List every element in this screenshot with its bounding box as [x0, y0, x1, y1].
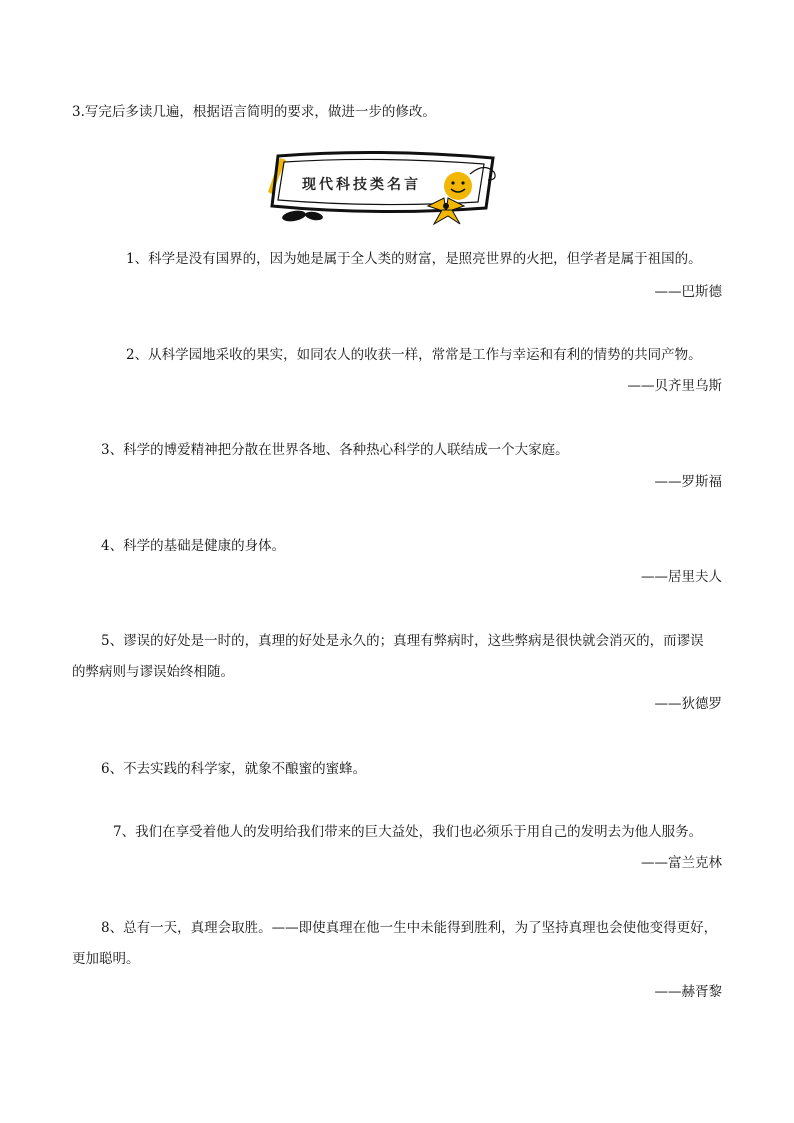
quote-4-text: 4、科学的基础是健康的身体。 — [101, 538, 286, 554]
quote-1-author: ——巴斯德 — [654, 284, 722, 300]
intro-text: 3.写完后多读几遍，根据语言简明的要求，做进一步的修改。 — [72, 104, 436, 120]
quote-8-author: ——赫胥黎 — [654, 984, 722, 1000]
quote-7-author: ——富兰克林 — [641, 855, 722, 871]
quote-8-text-line-1: 8、总有一天，真理会取胜。——即使真理在他一生中未能得到胜利，为了坚持真理也会使他变得更好， — [101, 920, 718, 936]
quote-5-text-line-2: 的弊病则与谬误始终相随。 — [72, 664, 234, 680]
quote-3-text: 3、科学的博爱精神把分散在世界各地、各种热心科学的人联结成一个大家庭。 — [101, 442, 569, 458]
quote-5-author: ——狄德罗 — [654, 696, 722, 712]
quote-2-author: ——贝齐里乌斯 — [627, 378, 722, 394]
quote-3-author: ——罗斯福 — [654, 474, 722, 490]
quote-7-text: 7、我们在享受着他人的发明给我们带来的巨大益处，我们也必须乐于用自己的发明去为他人服务。 — [113, 824, 703, 840]
banner — [258, 150, 508, 226]
quote-2-text: 2、从科学园地采收的果实，如同农人的收获一样，常常是工作与幸运和有利的情势的共同产物。 — [126, 347, 702, 363]
banner-title: 现代科技类名言 — [302, 177, 421, 193]
quote-6-text: 6、不去实践的科学家，就象不酿蜜的蜜蜂。 — [101, 761, 367, 777]
quote-8-text-line-2: 更加聪明。 — [72, 951, 140, 967]
quote-4-author: ——居里夫人 — [641, 569, 722, 585]
quote-5-text-line-1: 5、谬误的好处是一时的，真理的好处是永久的；真理有弊病时，这些弊病是很快就会消灭的，而谬误 — [101, 633, 704, 649]
quote-1-text: 1、科学是没有国界的，因为她是属于全人类的财富，是照亮世界的火把，但学者是属于祖国的。 — [126, 251, 702, 267]
